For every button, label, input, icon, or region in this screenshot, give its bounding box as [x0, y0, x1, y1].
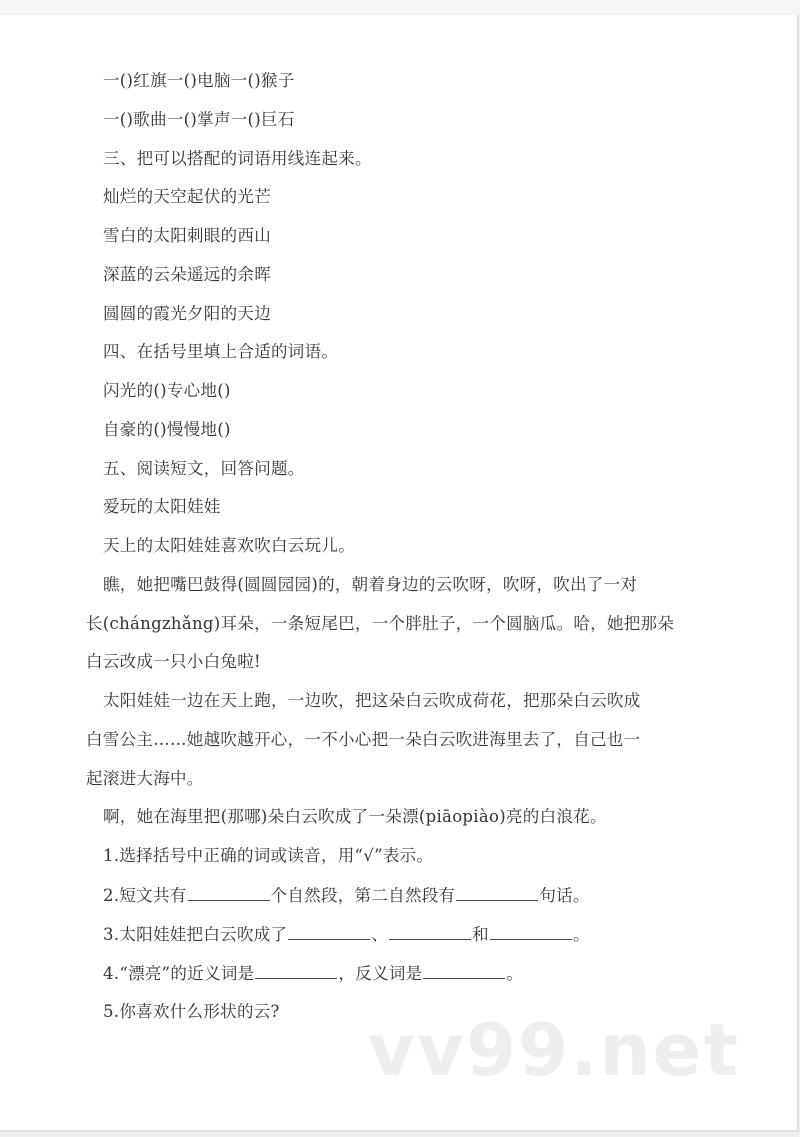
text-line: 爱玩的太阳娃娃: [103, 497, 221, 517]
question-5-text: 5.你喜欢什么形状的云?: [103, 1002, 280, 1021]
question-3: [103, 923, 590, 946]
question-3-text-d: 。: [572, 925, 590, 944]
question-5: [103, 1001, 280, 1023]
answer-blank[interactable]: [288, 923, 370, 940]
text-line: 五、阅读短文，回答问题。: [103, 458, 305, 478]
answer-blank[interactable]: [389, 923, 471, 940]
question-2-text-a: 2.短文共有: [103, 886, 187, 905]
answer-blank[interactable]: [255, 962, 337, 979]
question-1: [103, 845, 433, 867]
question-2-text-b: 个自然段，第二自然段有: [270, 886, 456, 905]
top-band: [0, 0, 800, 15]
question-3-text-c: 和: [472, 925, 489, 944]
answer-blank[interactable]: [423, 962, 505, 979]
document-page: [0, 15, 799, 1132]
text-line: 四、在括号里填上合适的词语。: [103, 342, 339, 362]
question-4-text-c: 。: [506, 964, 524, 983]
question-3-text-b: 、: [371, 925, 389, 944]
watermark: vv99.net: [368, 1008, 740, 1092]
text-line: 啊，她在海里把(那哪)朵白云吹成了一朵漂(piāopiào)亮的白浪花。: [103, 807, 607, 827]
text-line: 一()红旗一()电脑一()猴子: [103, 71, 295, 90]
answer-blank[interactable]: [188, 884, 270, 901]
question-4: [103, 962, 523, 985]
text-line: 太阳娃娃一边在天上跑，一边吹，把这朵白云吹成荷花，把那朵白云吹成: [103, 691, 641, 710]
text-line: 天上的太阳娃娃喜欢吹白云玩儿。: [103, 536, 355, 555]
text-line: 白雪公主……她越吹越开心，一不小心把一朵白云吹进海里去了，自己也一: [86, 729, 641, 749]
text-line: 瞧，她把嘴巴鼓得(圆圆园园)的，朝着身边的云吹呀，吹呀，吹出了一对: [103, 574, 638, 594]
question-3-text-a: 3.太阳娃娃把白云吹成了: [103, 925, 288, 944]
text-line: 三、把可以搭配的词语用线连起来。: [103, 148, 372, 168]
question-1-text: 1.选择括号中正确的词或读音，用“√”表示。: [103, 846, 434, 865]
text-line: 白云改成一只小白兔啦!: [86, 652, 261, 672]
question-2-text-c: 句话。: [539, 886, 590, 905]
text-line: 深蓝的云朵遥远的余晖: [103, 264, 271, 284]
text-line: 长(chángzhǎng)耳朵，一条短尾巴，一个胖肚子，一个圆脑瓜。哈，她把那朵: [86, 613, 675, 633]
text-line: 雪白的太阳刺眼的西山: [103, 226, 271, 245]
question-2: [103, 884, 590, 907]
question-4-text-a: 4.“漂亮”的近义词是: [103, 964, 255, 983]
text-line: 起滚进大海中。: [86, 768, 204, 788]
answer-blank[interactable]: [456, 884, 538, 901]
text-line: 自豪的()慢慢地(): [103, 419, 231, 439]
question-4-text-b: ，反义词是: [338, 964, 423, 983]
answer-blank[interactable]: [490, 923, 572, 940]
text-line: 一()歌曲一()掌声一()巨石: [103, 109, 295, 129]
text-line: 闪光的()专心地(): [103, 381, 231, 400]
text-line: 圆圆的霞光夕阳的天边: [103, 303, 271, 323]
text-line: 灿烂的天空起伏的光芒: [103, 187, 271, 207]
